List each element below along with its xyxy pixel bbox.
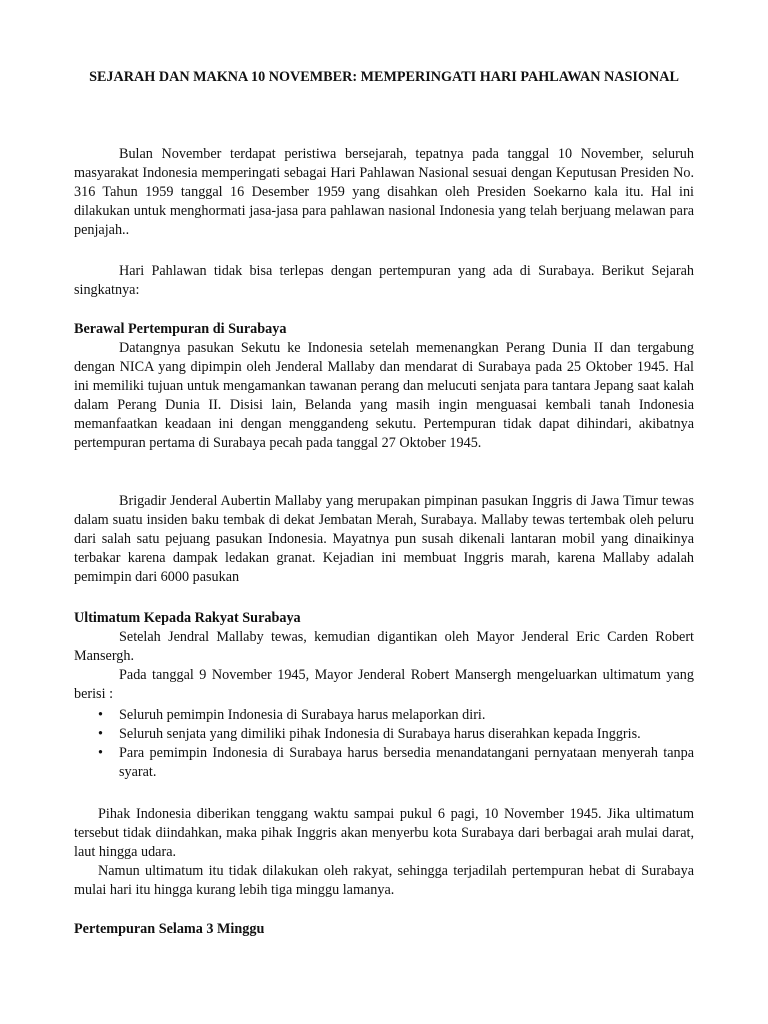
list-item bbox=[74, 744, 694, 782]
list-item-text: Seluruh senjata yang dimiliki pihak Indonesia di Surabaya harus diserahkan kepada Inggris. bbox=[119, 726, 641, 743]
list-item-text: Para pemimpin Indonesia di Surabaya harus bersedia menandatangani pernyataan menyerah tanpa syarat. bbox=[119, 745, 694, 781]
paragraph-tenggang-waktu: Pihak Indonesia diberikan tenggang waktu sampai pukul 6 pagi, 10 November 1945. Jika ultimatum tersebut tidak diindahkan, maka pihak Inggris akan menyerbu kota Surabaya dari berbagai arah mulai darat, laut hingga udara. bbox=[74, 806, 694, 861]
list-item bbox=[74, 706, 694, 725]
document-page bbox=[74, 0, 694, 1024]
list-item-text: Seluruh pemimpin Indonesia di Surabaya harus melaporkan diri. bbox=[119, 707, 486, 723]
paragraph-intro: Bulan November terdapat peristiwa bersejarah, tepatnya pada tanggal 10 November, seluruh masyarakat Indonesia memperingati sebagai Hari Pahlawan Nasional sesuai dengan Keputusan Presiden No. 316 Tahun 1959 tanggal 16 Desember 1959 yang disahkan oleh Presiden Soekarno kala itu. Hal ini dilakukan untuk menghormati jasa-jasa para pahlawan nasional Indonesia yang telah berjuang melawan para penjajah.. bbox=[74, 146, 694, 239]
paragraph-sekutu: Datangnya pasukan Sekutu ke Indonesia setelah memenangkan Perang Dunia II dan tergabung dengan NICA yang dipimpin oleh Jenderal Mallaby dan mendarat di Surabaya pada 25 Oktober 1945. Hal ini memiliki tujuan untuk mengamankan tawanan perang dan melucuti senjata para tantara Jepang saat kalah dalam Perang Dunia II. Disisi lain, Belanda yang masih ingin menguasai kembali tanah Indonesia memanfaatkan keadaan ini dengan menggandeng sekutu. Pertempuran tidak dapat dihindari, akibatnya pertempuran pertama di Surabaya pecah pada tanggal 27 Oktober 1945. bbox=[74, 340, 694, 452]
paragraph-mallaby: Brigadir Jenderal Aubertin Mallaby yang merupakan pimpinan pasukan Inggris di Jawa Timur tewas dalam suatu insiden baku tembak di dekat Jembatan Merah, Surabaya. Mallaby tewas tertembak oleh peluru dari salah satu pejuang pasukan Indonesia. Mayatnya pun susah dikenali lantaran mobil yang dinaikinya terbakar karena dampak ledakan granat. Kejadian ini membuat Inggris marah, karena Mallaby adalah pemimpin dari 6000 pasukan bbox=[74, 493, 694, 586]
document-title: SEJARAH DAN MAKNA 10 NOVEMBER: MEMPERINGATI HARI PAHLAWAN NASIONAL bbox=[89, 69, 679, 85]
paragraph-ultimatum-isi: Pada tanggal 9 November 1945, Mayor Jenderal Robert Mansergh mengeluarkan ultimatum yang berisi : bbox=[74, 667, 694, 703]
section-heading-awal-pertempuran: Berawal Pertempuran di Surabaya bbox=[74, 321, 287, 337]
bullet-icon: • bbox=[98, 726, 103, 743]
bullet-icon: • bbox=[98, 745, 103, 762]
section-heading-tiga-minggu: Pertempuran Selama 3 Minggu bbox=[74, 921, 265, 937]
list-item bbox=[74, 725, 694, 744]
paragraph-surabaya-intro: Hari Pahlawan tidak bisa terlepas dengan pertempuran yang ada di Surabaya. Berikut Sejarah singkatnya: bbox=[74, 263, 694, 299]
ultimatum-list bbox=[74, 706, 694, 782]
bullet-icon: • bbox=[98, 707, 103, 723]
paragraph-mansergh: Setelah Jendral Mallaby tewas, kemudian digantikan oleh Mayor Jenderal Eric Carden Robert Mansergh. bbox=[74, 629, 694, 665]
paragraph-pertempuran-hebat: Namun ultimatum itu tidak dilakukan oleh rakyat, sehingga terjadilah pertempuran hebat di Surabaya mulai hari itu hingga kurang lebih tiga minggu lamanya. bbox=[74, 863, 694, 899]
section-heading-ultimatum: Ultimatum Kepada Rakyat Surabaya bbox=[74, 610, 301, 626]
